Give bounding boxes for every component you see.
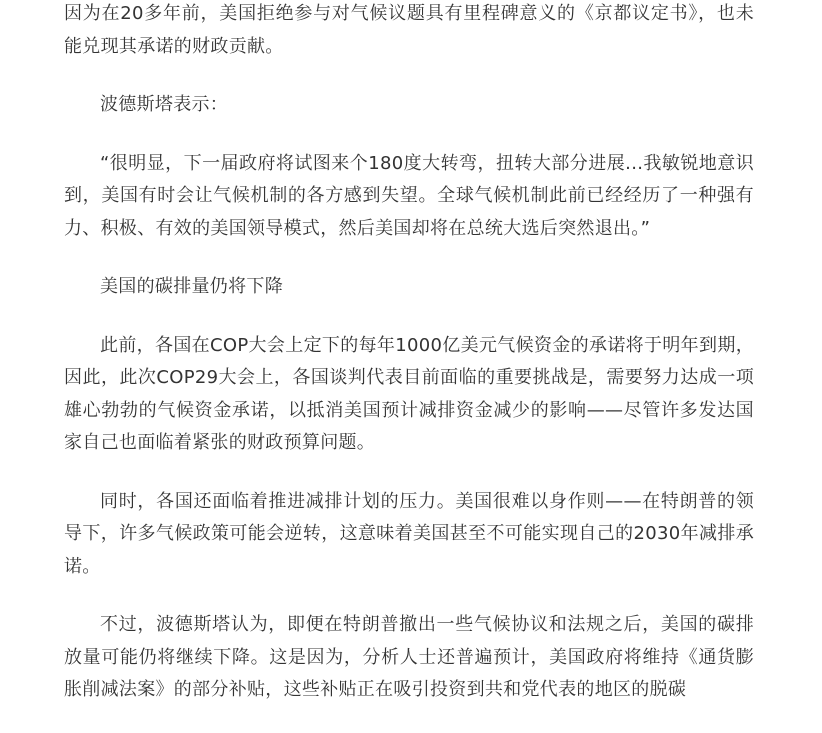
paragraph-emission-reduction: 同时，各国还面临着推进减排计划的压力。美国很难以身作则——在特朗普的领导下，许多气候政策可能会逆转，这意味着美国甚至不可能实现自己的2030年减排承诺。 <box>64 490 754 577</box>
paragraph-ira-subsidies: 不过，波德斯塔认为，即便在特朗普撤出一些气候协议和法规之后，美国的碳排放量可能仍将继续下降。这是因为，分析人士还普遍预计，美国政府将维持《通货膨胀削减法案》的部分补贴，这些补贴正在吸引投资到共和党代表的地区的脱碳 <box>64 614 754 700</box>
paragraph-podesta-said: 波德斯塔表示： <box>100 94 229 115</box>
paragraph-kyoto: 因为在20多年前，美国拒绝参与对气候议题具有里程碑意义的《京都议定书》，也未能兑现其承诺的财政贡献。 <box>64 3 754 57</box>
section-heading-emissions: 美国的碳排量仍将下降 <box>100 276 283 297</box>
article-body <box>64 0 754 733</box>
paragraph-climate-finance: 此前，各国在COP大会上定下的每年1000亿美元气候资金的承诺将于明年到期，因此，此次COP29大会上，各国谈判代表目前面临的重要挑战是，需要努力达成一项雄心勃勃的气候资金承诺，以抵消美国预计减排资金减少的影响——尽管许多发达国家自己也面临着紧张的财政预算问题。 <box>64 334 754 453</box>
paragraph-quote: “很明显，下一届政府将试图来个180度大转弯，扭转大部分进展...我敏锐地意识到，美国有时会让气候机制的各方感到失望。全球气候机制此前已经经历了一种强有力、积极、有效的美国领导模式，然后美国却将在总统大选后突然退出。” <box>64 152 754 239</box>
